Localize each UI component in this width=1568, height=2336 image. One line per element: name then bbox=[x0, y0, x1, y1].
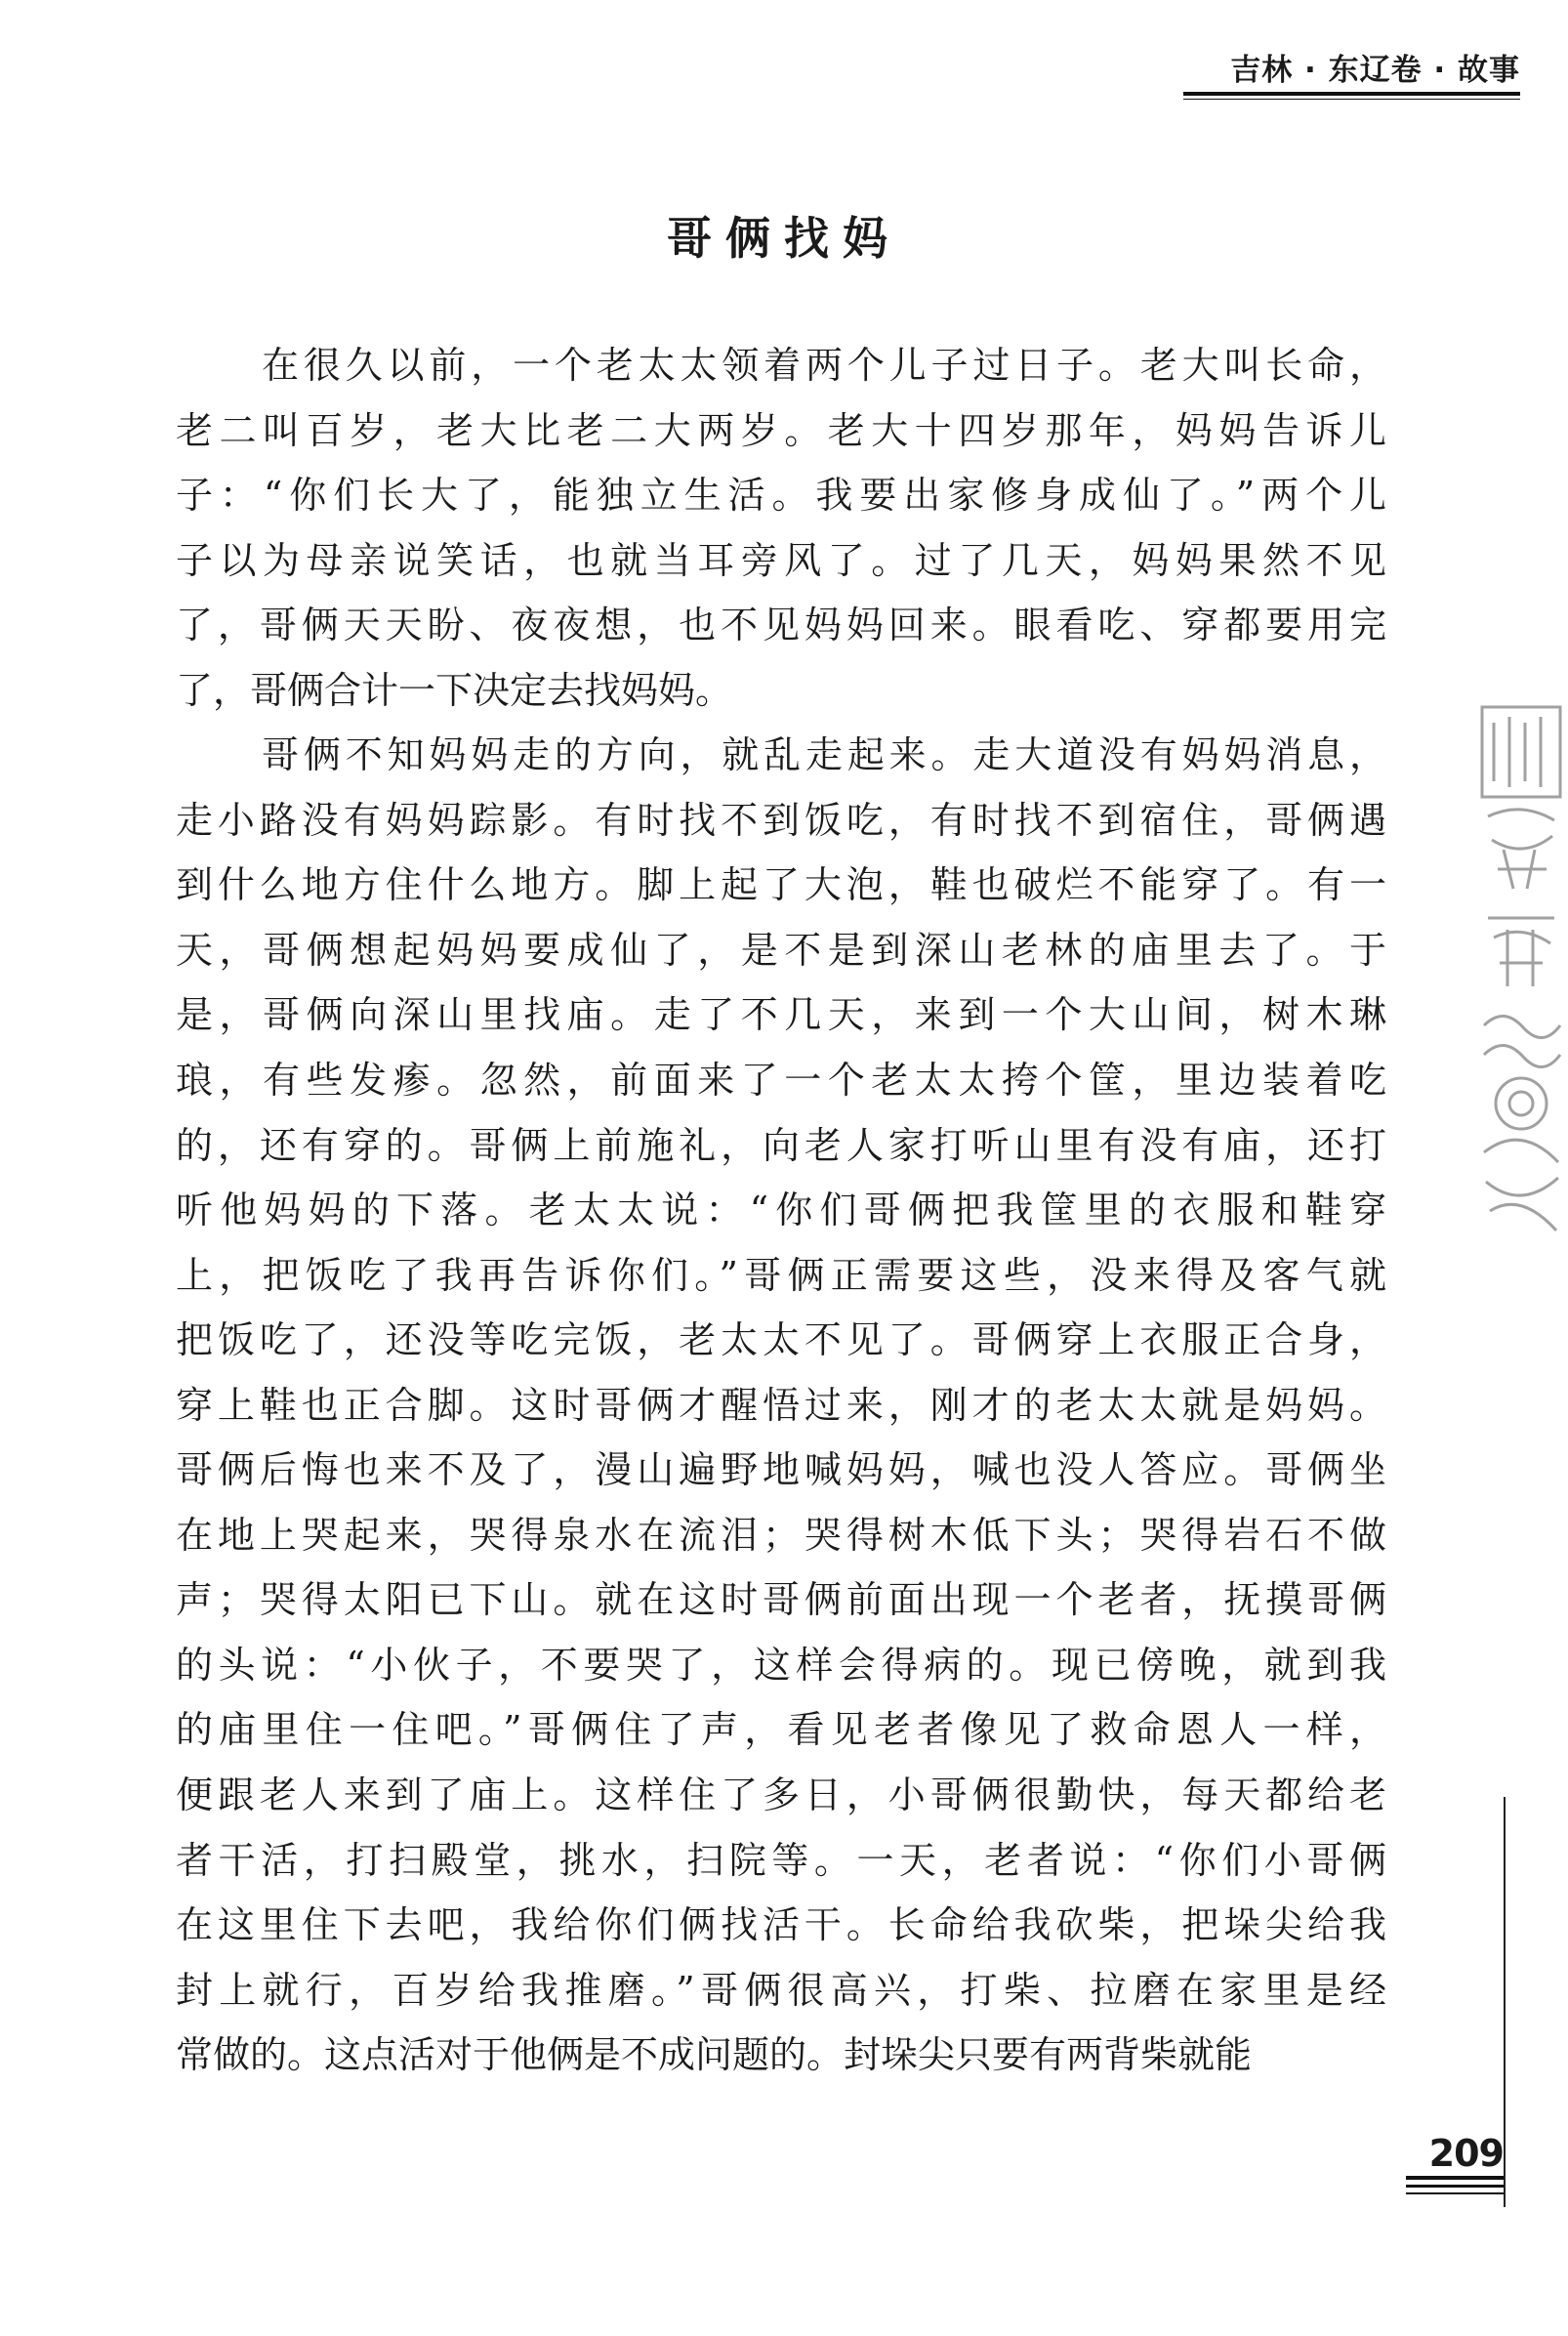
text-line: 常做的。这点活对于他俩是不成问题的。封垛尖只要有两背柴就能 bbox=[176, 2033, 1253, 2077]
text-line: 听他妈妈的下落。老太太说：“你们哥俩把我筐里的衣服和鞋穿 bbox=[176, 1189, 1386, 1232]
text-line: 是，哥俩向深山里找庙。走了不几天，来到一个大山间，树木琳 bbox=[176, 993, 1386, 1037]
text-line: 把饭吃了，还没等吃完饭，老太太不见了。哥俩穿上衣服正合身， bbox=[176, 1318, 1386, 1362]
text-line: 走小路没有妈妈踪影。有时找不到饭吃，有时找不到宿住，哥俩遇 bbox=[176, 798, 1386, 842]
text-line: 声；哭得太阳已下山。就在这时哥俩前面出现一个老者，抚摸哥俩 bbox=[176, 1578, 1386, 1622]
text-line: 琅，有些发瘆。忽然，前面来了一个老太太挎个筐，里边装着吃 bbox=[176, 1059, 1386, 1103]
margin-rule bbox=[1504, 1797, 1506, 2207]
text-line: 老二叫百岁，老大比老二大两岁。老大十四岁那年，妈妈告诉儿 bbox=[176, 408, 1386, 452]
folk-culture-column-icon bbox=[1474, 703, 1568, 1250]
text-line: 了，哥俩合计一下决定去找妈妈。 bbox=[176, 668, 733, 712]
story-title: 哥俩找妈 bbox=[667, 212, 901, 265]
text-line: 子以为母亲说笑话，也就当耳旁风了。过了几天，妈妈果然不见 bbox=[176, 538, 1386, 582]
page-number-rule bbox=[1406, 2176, 1504, 2180]
page-number-rule bbox=[1406, 2185, 1504, 2188]
text-line: 的庙里住一住吧。”哥俩住了声，看见老者像见了救命恩人一样， bbox=[176, 1708, 1386, 1752]
story-body bbox=[176, 333, 1386, 2088]
header-rule-thin bbox=[1183, 99, 1520, 100]
running-header: 吉林 · 东辽卷 · 故事 bbox=[1230, 53, 1520, 88]
text-line: 穿上鞋也正合脚。这时哥俩才醒悟过来，刚才的老太太就是妈妈。 bbox=[176, 1383, 1386, 1427]
text-line: 天，哥俩想起妈妈要成仙了，是不是到深山老林的庙里去了。于 bbox=[176, 928, 1386, 972]
text-line: 哥俩后悔也来不及了，漫山遍野地喊妈妈，喊也没人答应。哥俩坐 bbox=[176, 1448, 1386, 1492]
text-line: 在地上哭起来，哭得泉水在流泪；哭得树木低下头；哭得岩石不做 bbox=[176, 1513, 1386, 1557]
page-number: 209 bbox=[1428, 2132, 1504, 2175]
page-number-rule bbox=[1406, 2192, 1504, 2194]
text-line: 哥俩不知妈妈走的方向，就乱走起来。走大道没有妈妈消息， bbox=[262, 733, 1386, 777]
text-line: 子：“你们长大了，能独立生活。我要出家修身成仙了。”两个儿 bbox=[176, 474, 1386, 518]
text-line: 上，把饭吃了我再告诉你们。”哥俩正需要这些，没来得及客气就 bbox=[176, 1253, 1386, 1297]
text-line: 的头说：“小伙子，不要哭了，这样会得病的。现已傍晚，就到我 bbox=[176, 1643, 1386, 1687]
text-line: 了，哥俩天天盼、夜夜想，也不见妈妈回来。眼看吃、穿都要用完 bbox=[176, 604, 1386, 647]
text-line: 的，还有穿的。哥俩上前施礼，向老人家打听山里有没有庙，还打 bbox=[176, 1123, 1386, 1167]
text-line: 在这里住下去吧，我给你们俩找活干。长命给我砍柴，把垛尖给我 bbox=[176, 1903, 1386, 1947]
header-rule bbox=[1183, 92, 1520, 96]
text-line: 便跟老人来到了庙上。这样住了多日，小哥俩很勤快，每天都给老 bbox=[176, 1773, 1386, 1817]
text-line: 封上就行，百岁给我推磨。”哥俩很高兴，打柴、拉磨在家里是经 bbox=[176, 1968, 1386, 2012]
text-line: 者干活，打扫殿堂，挑水，扫院等。一天，老者说：“你们小哥俩 bbox=[176, 1838, 1386, 1882]
text-line: 到什么地方住什么地方。脚上起了大泡，鞋也破烂不能穿了。有一 bbox=[176, 863, 1386, 907]
text-line: 在很久以前，一个老太太领着两个儿子过日子。老大叫长命， bbox=[262, 344, 1386, 387]
